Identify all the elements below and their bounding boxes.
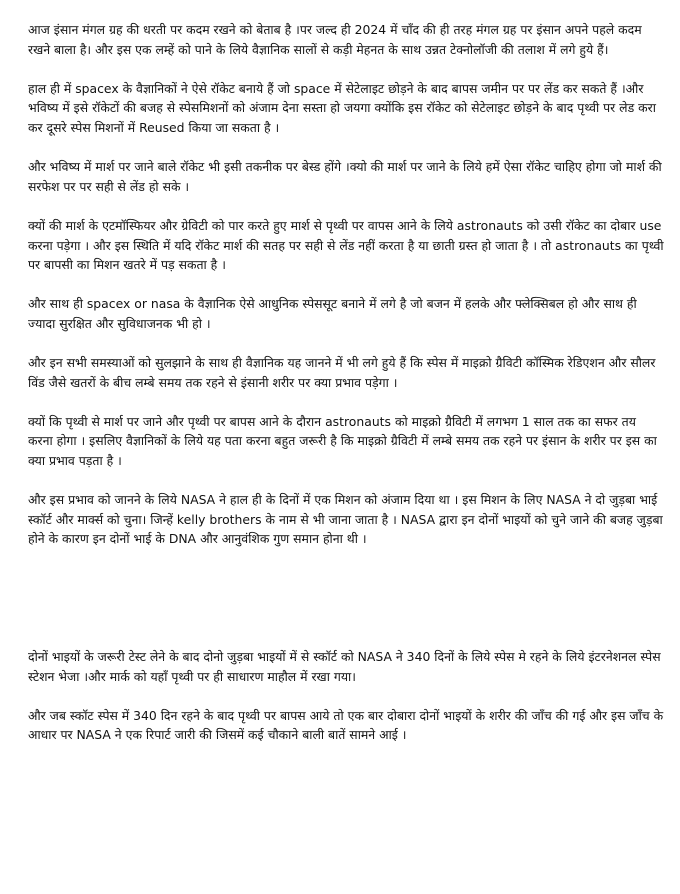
paragraph-twins-mission: और इस प्रभाव को जानने के लिये NASA ने हाल ही के दिनों में एक मिशन को अंजाम दिया था । इस मिशन के लिए NASA ने दो जुड़बा भाई स्कॉर्ट और मार्क्स को चुना। जिन्हें kelly brothers के नाम से भी जाना जाता है । NASA द्वारा इन दोनों भाइयों को चुने जाने की बजह जुड़बा होने के कारण इन दोनों भाई के DNA और आनुवंशिक गुण समान होना थी । [28, 492, 663, 547]
paragraph-spacesuits: और साथ ही spacex or nasa के वैज्ञानिक ऐसे आधुनिक स्पेससूट बनाने में लगे है जो बजन में हलके और फ्लेक्सिबल हो और साथ ही ज्यादा सुरक्षित और सुविधाजनक भी हो । [28, 296, 637, 331]
paragraph-spacex-reusable-rockets: हाल ही में spacex के वैज्ञानिकों ने ऐसे रॉकेट बनाये हैं जो space में सेटेलाइट छोड़ने के बाद बापस जमीन पर पर लेंड कर सकते हैं ।और भविष्य में इसे रॉकेटों की बजह से स्पेसमिशनों को अंजाम देना सस्ता हो जयगा क्योंकि इस रॉकेट को सेटेलाइट छोड़ने के बाद पृथ्वी पर लेड करा कर दूसरे स्पेस मिशनों में Reused किया जा सकता है । [28, 80, 656, 135]
paragraph-mars-return-problem: क्यों की मार्श के एटमॉस्फियर और ग्रेविटी को पार करते हुए मार्श से पृथ्वी पर वापस आने के लिये astronauts को उसी रॉकेट का दोबार use करना पड़ेगा । और इस स्थिति में यदि रॉकेट मार्श की सतह पर सही से लेंड नहीं करता है या छाती ग्रस्त हो जाता है । तो astronauts का पृथ्वी पर बापसी का मिशन खतरे में पड़ सकता है । [28, 217, 664, 273]
paragraph-one-year-journey: क्यों कि पृथ्वी से मार्श पर जाने और पृथ्वी पर बापस आने के दौरान astronauts को माइक्रो ग्रैविटी में लगभग 1 साल तक का सफर तय करना होगा । इसलिए वैज्ञानिकों के लिये यह पता करना बहुत जरूरी है कि माइक्रो ग्रैविटी में लम्बे समय तक रहने पर इंसान के शरीर पर इस का क्या प्रभाव पड़ता है । [28, 413, 657, 469]
paragraph-mars-landing-intro: आज इंसान मंगल ग्रह की धरती पर कदम रखने को बेताब है ।पर जल्द ही 2024 में चाँद की ही तरह मंगल ग्रह पर इंसान अपने पहले कदम रखने बाला है। और इस एक लम्हें को पाने के लिये वैज्ञानिक सालों से कड़ी मेहनत के साथ उन्नत टेक्नोलॉजी की तलाश में लगे हुये हैं। [28, 22, 642, 57]
paragraph-microgravity-risks: और इन सभी समस्याओं को सुलझाने के साथ ही वैज्ञानिक यह जानने में भी लगे हुये हैं कि स्पेस में माइक्रो ग्रैविटी कॉस्मिक रेडिएशन और सौलर विंड जैसे खतरों के बीच लम्बे समय तक रहने से इंसानी शरीर पर क्या प्रभाव पड़ेगा । [28, 355, 656, 390]
paragraph-nasa-report: और जब स्कॉट स्पेस में 340 दिन रहने के बाद पृथ्वी पर बापस आये तो एक बार दोबारा दोनों भाइयों के शरीर की जाँच की गई और इस जाँच के आधार पर NASA ने एक रिपार्ट जारी की जिसमें कई चौकाने बाली बातें सामने आई । [28, 707, 664, 743]
paragraph-future-mars-rockets: और भविष्य में मार्श पर जाने बाले रॉकेट भी इसी तकनीक पर बेस्ड होंगे ।क्यो की मार्श पर जाने के लिये हमें ऐसा रॉकेट चाहिए होगा जो मार्श की सरफेश पर पर सही से लेंड हो सके । [28, 159, 662, 194]
paragraph-iss-340-days: दोनों भाइयों के जरूरी टेस्ट लेने के बाद दोनो जुड़बा भाइयों में से स्कॉर्ट को NASA ने 340 दिनों के लिये स्पेस मे रहने के लिये इंटरनेशनल स्पेस स्टेशन भेजा ।और मार्क को यहाँ पृथ्वी पर ही साधारण माहौल में रखा गया। [28, 649, 661, 684]
document-page [28, 20, 664, 745]
